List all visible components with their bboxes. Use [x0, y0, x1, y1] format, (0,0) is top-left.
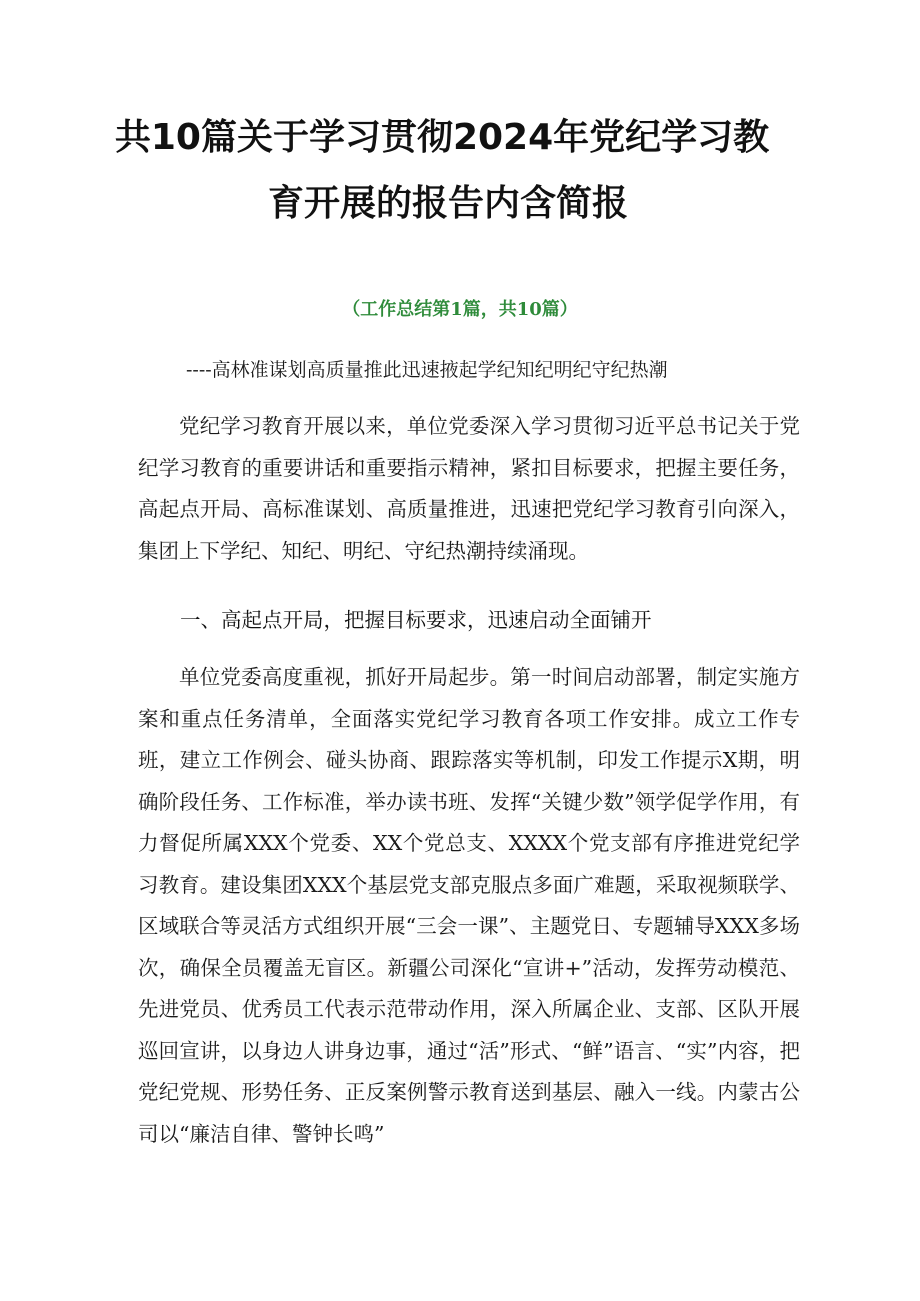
section-heading-1: 一、高起点开局，把握目标要求，迅速启动全面铺开 [180, 608, 652, 632]
paragraph-intro: 党纪学习教育开展以来，单位党委深入学习贯彻习近平总书记关于党纪学习教育的重要讲话和重要指示精神，紧扣目标要求，把握主要任务，高起点开局、高标准谋划、高质量推进，迅速把党纪学习教育引向深入，集团上下学纪、知纪、明纪、守纪热潮持续涌现。 [138, 414, 800, 563]
document-title-line-2: 育开展的报告内含简报 [267, 183, 628, 224]
document-subtitle: （工作总结第1篇，共10篇） [342, 299, 578, 320]
paragraph-section-1: 单位党委高度重视，抓好开局起步。第一时间启动部署，制定实施方案和重点任务清单，全面落实党纪学习教育各项工作安排。成立工作专班，建立工作例会、碰头协商、跟踪落实等机制，印发工作提示X期，明确阶段任务、工作标准，举办读书班、发挥“关键少数”领学促学作用，有力督促所属XXX个党委、XX个党总支、XXXX个党支部有序推进党纪学习教育。建设集团XXX个基层党支部克服点多面广难题，采取视频联学、区域联合等灵活方式组织开展“三会一课”、主题党日、专题辅导XXX多场次，确保全员覆盖无盲区。新疆公司深化“宣讲+”活动，发挥劳动模范、先进党员、优秀员工代表示范带动作用，深入所属企业、支部、区队开展巡回宣讲，以身边人讲身边事，通过“活”形式、“鲜”语言、“实”内容，把党纪党规、形势任务、正反案例警示教育送到基层、融入一线。内蒙古公司以“廉洁自律、警钟长鸣” [138, 665, 800, 1146]
document-title-line-1: 共10篇关于学习贯彻2024年党纪学习教 [114, 117, 770, 158]
document-tagline: ----高林准谋划高质量推此迅速掖起学纪知纪明纪守纪热潮 [186, 359, 668, 381]
